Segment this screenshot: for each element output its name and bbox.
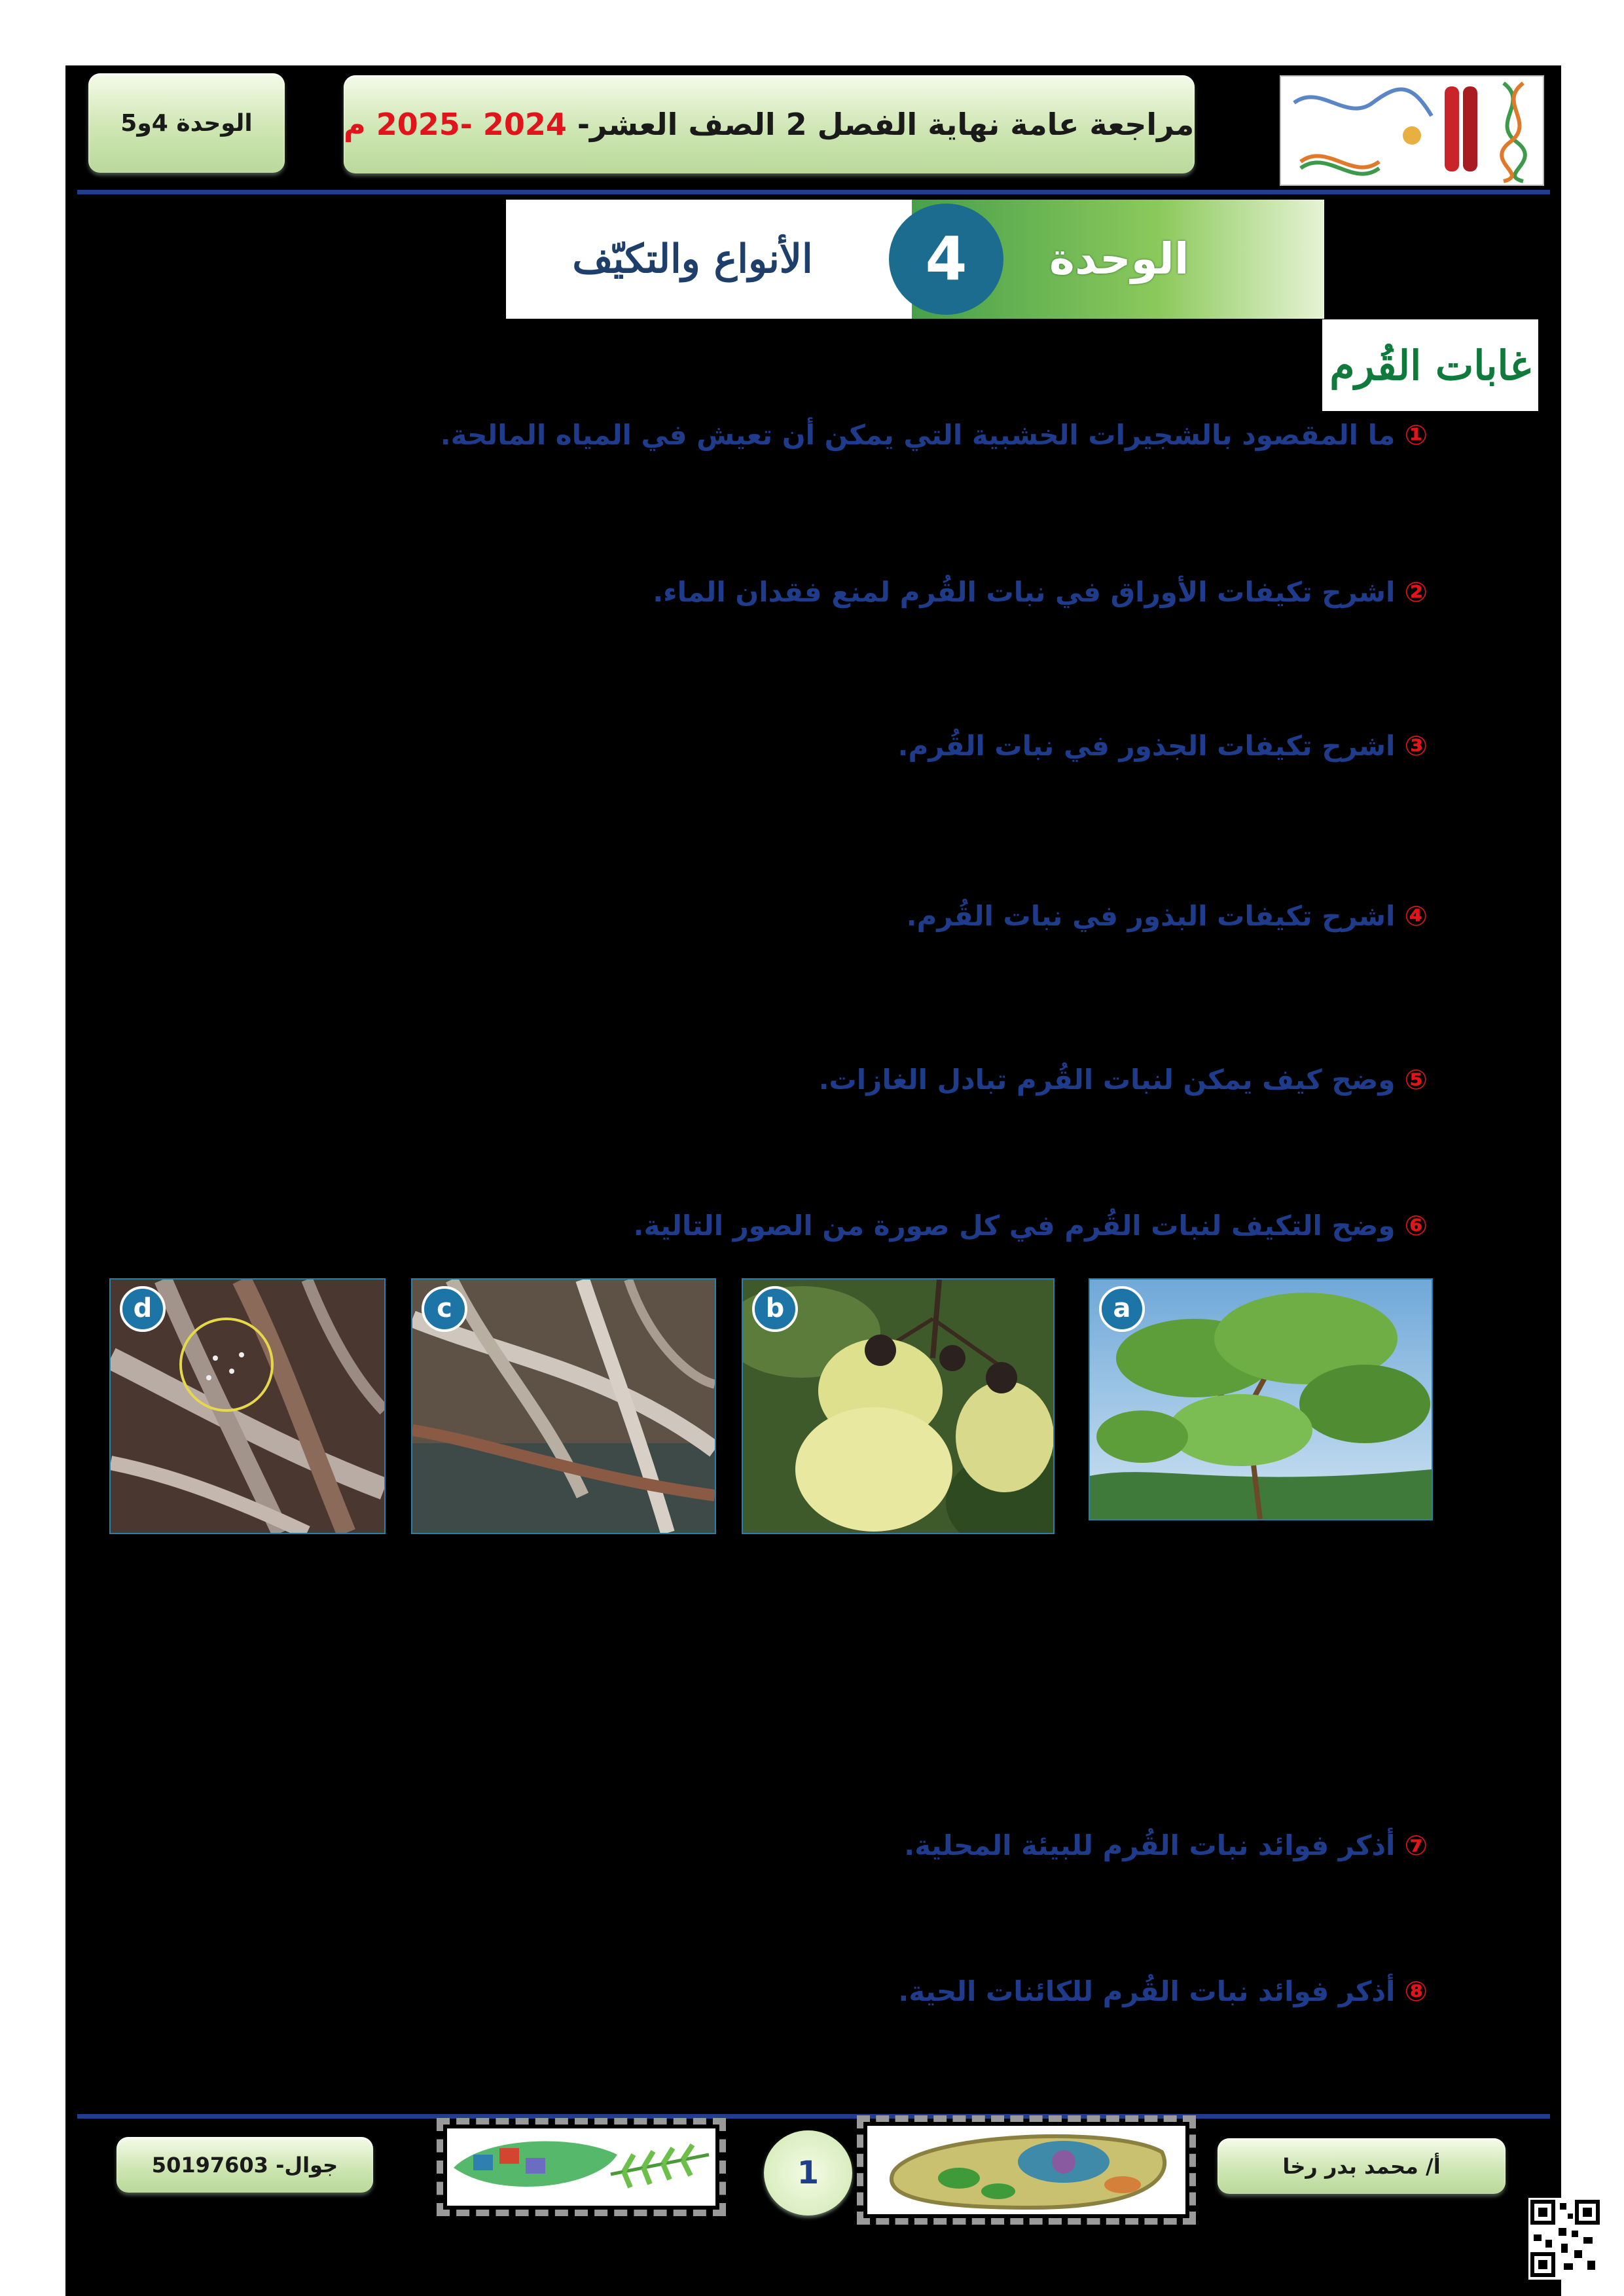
qr-code-icon — [1528, 2198, 1602, 2280]
unit-badge — [88, 73, 285, 173]
question-8: ⑧أذكر فوائد نبات القُرم للكائنات الحية. — [898, 1975, 1428, 2007]
question-6: ⑥وضح التكيف لنبات القُرم في كل صورة من الصور التالية. — [633, 1210, 1428, 1242]
unit-number-circle: 4 — [889, 204, 1003, 315]
photo-label-a: a — [1099, 1286, 1145, 1332]
section-title: غابات القُرم — [1322, 319, 1538, 411]
dna-chromosome-image — [1280, 75, 1544, 186]
teacher-name-badge: أ/ محمد بدر رخا — [1218, 2138, 1506, 2194]
green-leaf-cells-image — [447, 2128, 715, 2206]
photo-a — [1089, 1278, 1433, 1520]
photo-b — [742, 1278, 1055, 1534]
photo-label-c: c — [422, 1286, 467, 1332]
question-4: ④اشرح تكيفات البذور في نبات القُرم. — [906, 900, 1428, 932]
page-header-title — [344, 75, 1195, 173]
phone-badge: جوال- 50197603 — [117, 2137, 373, 2193]
page-number-circle: 1 — [764, 2130, 852, 2215]
question-5: ⑤وضح كيف يمكن لنبات القُرم تبادل الغازات. — [818, 1064, 1428, 1096]
unit-banner — [506, 200, 1324, 319]
footer-rule — [77, 2114, 1550, 2119]
photo-label-d: d — [120, 1286, 166, 1332]
plant-cell-image — [867, 2126, 1185, 2214]
question-3: ③اشرح تكيفات الجذور في نبات القُرم. — [897, 730, 1428, 762]
question-1: ①ما المقصود بالشجيرات الخشبية التي يمكن أن تعيش في المياه المالحة. — [440, 419, 1428, 451]
question-7: ⑦أذكر فوائد نبات القُرم للبيئة المحلية. — [904, 1829, 1428, 1861]
question-2: ②اشرح تكيفات الأوراق في نبات القُرم لمنع فقدان الماء. — [653, 576, 1428, 608]
photo-c — [411, 1278, 716, 1534]
unit-name: الأنواع والتكيّف — [572, 236, 813, 282]
header-title-text: مراجعة عامة نهاية الفصل 2 الصف العشر- 2024 -2025 م — [344, 107, 1195, 142]
photo-d — [109, 1278, 386, 1534]
photo-label-b: b — [752, 1286, 798, 1332]
unit-badge-text: الوحدة 4و5 — [120, 109, 253, 137]
unit-word: الوحدة — [1049, 234, 1189, 284]
header-rule — [77, 190, 1550, 194]
